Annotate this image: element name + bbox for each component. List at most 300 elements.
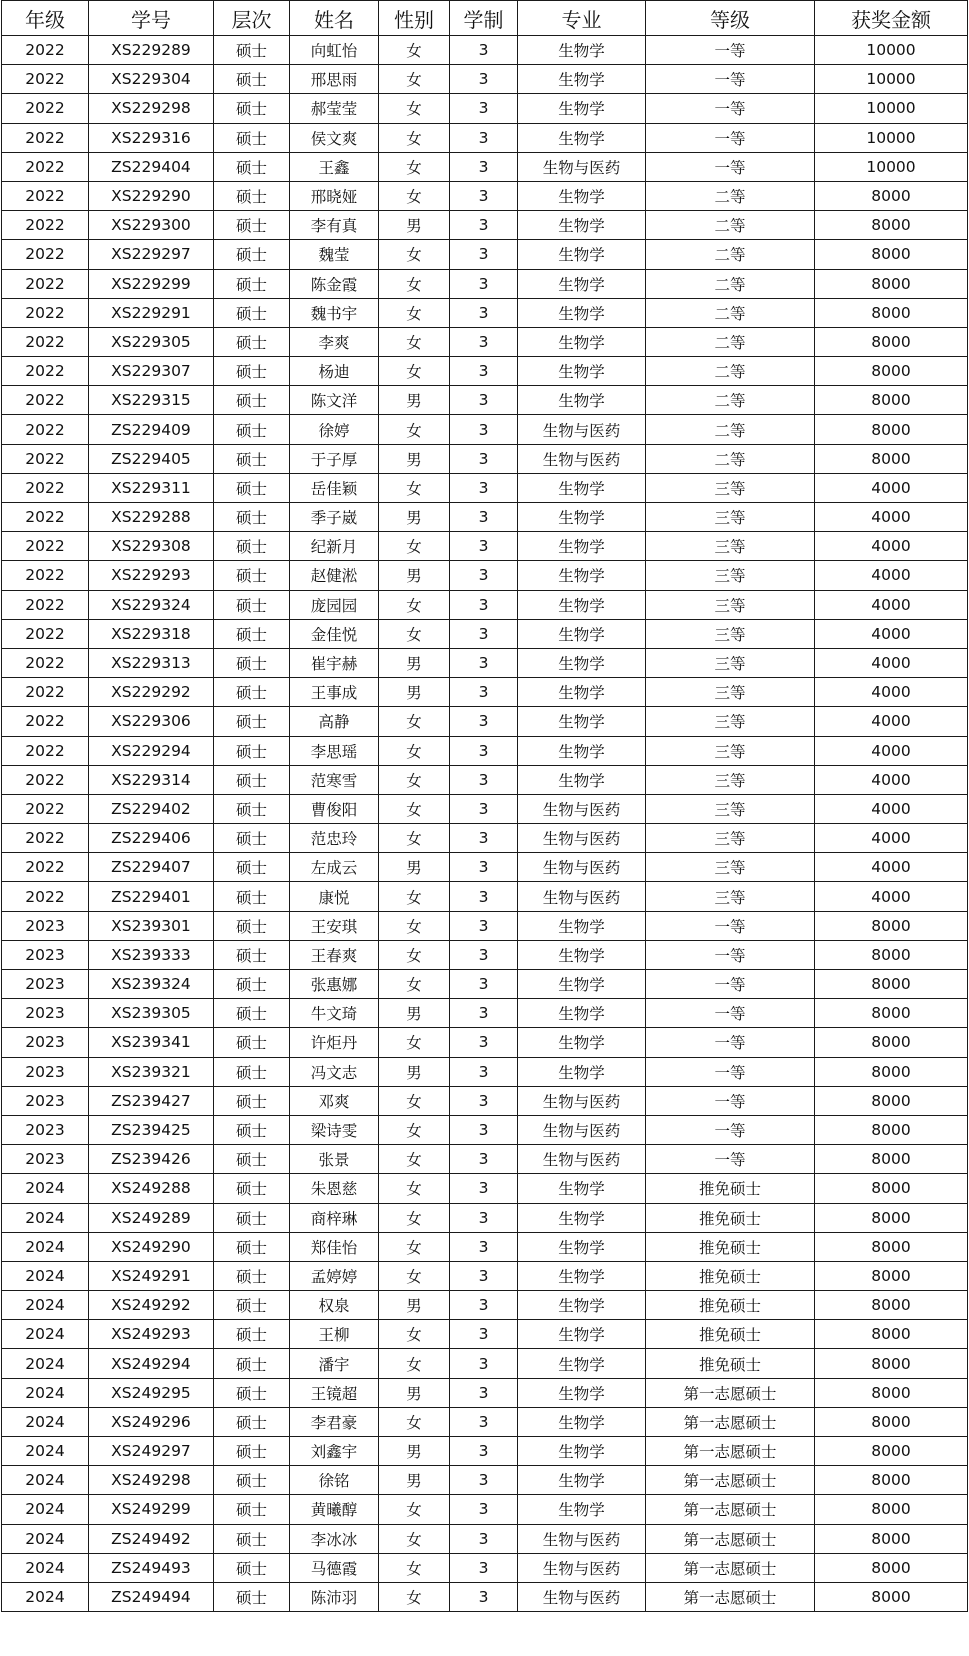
cell-award-amount: 8000 [815,1437,968,1466]
cell-major: 生物学 [518,36,646,65]
cell-name: 梁诗雯 [290,1115,379,1144]
cell-gender: 女 [379,1582,450,1611]
cell-award-level: 推免硕士 [646,1203,815,1232]
cell-name: 陈沛羽 [290,1582,379,1611]
cell-student-id: ZS249493 [89,1553,214,1582]
cell-student-id: XS249294 [89,1349,214,1378]
cell-award-amount: 8000 [815,1291,968,1320]
cell-level: 硕士 [214,590,290,619]
cell-level: 硕士 [214,181,290,210]
table-row [2,503,968,532]
cell-duration: 3 [450,882,518,911]
cell-award-amount: 8000 [815,911,968,940]
table-row [2,1437,968,1466]
table-row [2,123,968,152]
cell-award-level: 三等 [646,473,815,502]
cell-award-level: 推免硕士 [646,1291,815,1320]
cell-major: 生物学 [518,1028,646,1057]
cell-award-amount: 8000 [815,181,968,210]
table-row [2,444,968,473]
cell-grade: 2023 [2,999,89,1028]
cell-award-level: 三等 [646,882,815,911]
table-row [2,1028,968,1057]
cell-major: 生物学 [518,1378,646,1407]
cell-award-amount: 10000 [815,123,968,152]
cell-award-amount: 8000 [815,444,968,473]
cell-gender: 女 [379,36,450,65]
cell-name: 王事成 [290,678,379,707]
cell-name: 郝莹莹 [290,94,379,123]
cell-name: 牛文琦 [290,999,379,1028]
cell-name: 潘宇 [290,1349,379,1378]
cell-grade: 2024 [2,1378,89,1407]
table-row [2,736,968,765]
table-row [2,1349,968,1378]
cell-level: 硕士 [214,240,290,269]
cell-grade: 2022 [2,298,89,327]
cell-award-amount: 4000 [815,503,968,532]
cell-gender: 男 [379,1378,450,1407]
cell-major: 生物学 [518,1495,646,1524]
cell-award-level: 第一志愿硕士 [646,1582,815,1611]
cell-duration: 3 [450,1320,518,1349]
cell-name: 孟婷婷 [290,1261,379,1290]
cell-student-id: XS229290 [89,181,214,210]
cell-award-level: 第一志愿硕士 [646,1553,815,1582]
cell-major: 生物学 [518,473,646,502]
table-row [2,415,968,444]
cell-award-amount: 8000 [815,1203,968,1232]
cell-level: 硕士 [214,561,290,590]
cell-level: 硕士 [214,911,290,940]
cell-award-level: 二等 [646,357,815,386]
cell-award-level: 二等 [646,240,815,269]
cell-award-level: 三等 [646,707,815,736]
header-grade: 年级 [2,1,89,36]
cell-grade: 2022 [2,853,89,882]
cell-grade: 2022 [2,357,89,386]
cell-award-level: 三等 [646,590,815,619]
table-row [2,765,968,794]
cell-gender: 男 [379,211,450,240]
table-row [2,1174,968,1203]
cell-grade: 2024 [2,1407,89,1436]
cell-name: 侯文爽 [290,123,379,152]
cell-student-id: XS229307 [89,357,214,386]
cell-award-amount: 4000 [815,473,968,502]
table-row [2,1145,968,1174]
cell-award-level: 三等 [646,561,815,590]
cell-award-amount: 8000 [815,940,968,969]
cell-level: 硕士 [214,152,290,181]
cell-level: 硕士 [214,532,290,561]
cell-grade: 2022 [2,181,89,210]
cell-duration: 3 [450,240,518,269]
cell-gender: 女 [379,1553,450,1582]
cell-award-level: 一等 [646,911,815,940]
cell-level: 硕士 [214,211,290,240]
table-row [2,1261,968,1290]
cell-grade: 2022 [2,619,89,648]
cell-name: 魏莹 [290,240,379,269]
cell-major: 生物与医药 [518,1086,646,1115]
table-row [2,1553,968,1582]
cell-name: 王春爽 [290,940,379,969]
cell-duration: 3 [450,1028,518,1057]
cell-gender: 女 [379,473,450,502]
cell-award-level: 第一志愿硕士 [646,1378,815,1407]
cell-student-id: XS229315 [89,386,214,415]
cell-grade: 2024 [2,1582,89,1611]
cell-student-id: ZS229409 [89,415,214,444]
cell-award-level: 第一志愿硕士 [646,1524,815,1553]
cell-student-id: XS249295 [89,1378,214,1407]
cell-student-id: XS249288 [89,1174,214,1203]
cell-gender: 男 [379,444,450,473]
cell-grade: 2024 [2,1349,89,1378]
cell-level: 硕士 [214,1495,290,1524]
cell-gender: 女 [379,415,450,444]
cell-student-id: XS229292 [89,678,214,707]
cell-award-amount: 4000 [815,765,968,794]
table-row [2,269,968,298]
cell-student-id: ZS229406 [89,824,214,853]
cell-award-level: 一等 [646,1057,815,1086]
cell-name: 李有真 [290,211,379,240]
table-row [2,152,968,181]
cell-award-level: 三等 [646,503,815,532]
cell-duration: 3 [450,1378,518,1407]
table-row [2,211,968,240]
cell-award-amount: 10000 [815,65,968,94]
cell-student-id: XS229318 [89,619,214,648]
cell-award-amount: 8000 [815,999,968,1028]
cell-name: 庞园园 [290,590,379,619]
cell-duration: 3 [450,1261,518,1290]
cell-duration: 3 [450,1407,518,1436]
cell-gender: 女 [379,707,450,736]
cell-grade: 2023 [2,911,89,940]
table-row [2,357,968,386]
cell-level: 硕士 [214,1057,290,1086]
cell-award-amount: 4000 [815,678,968,707]
cell-award-level: 第一志愿硕士 [646,1466,815,1495]
cell-duration: 3 [450,619,518,648]
cell-student-id: ZS229404 [89,152,214,181]
cell-gender: 女 [379,1495,450,1524]
cell-grade: 2023 [2,970,89,999]
cell-grade: 2024 [2,1291,89,1320]
cell-duration: 3 [450,1232,518,1261]
cell-gender: 女 [379,1203,450,1232]
table-row [2,532,968,561]
cell-gender: 女 [379,824,450,853]
header-duration: 学制 [450,1,518,36]
table-row [2,1115,968,1144]
cell-award-level: 一等 [646,1086,815,1115]
cell-award-amount: 8000 [815,1261,968,1290]
cell-student-id: XS229308 [89,532,214,561]
cell-award-amount: 8000 [815,1553,968,1582]
cell-name: 魏书宇 [290,298,379,327]
cell-grade: 2022 [2,473,89,502]
cell-name: 王安琪 [290,911,379,940]
cell-gender: 男 [379,561,450,590]
cell-award-level: 一等 [646,123,815,152]
cell-student-id: XS229314 [89,765,214,794]
cell-duration: 3 [450,970,518,999]
table-row [2,678,968,707]
cell-major: 生物与医药 [518,415,646,444]
cell-major: 生物学 [518,357,646,386]
cell-award-amount: 8000 [815,970,968,999]
cell-grade: 2022 [2,94,89,123]
cell-level: 硕士 [214,65,290,94]
cell-gender: 男 [379,1057,450,1086]
cell-award-amount: 4000 [815,824,968,853]
cell-award-amount: 8000 [815,1320,968,1349]
table-row [2,1407,968,1436]
cell-name: 邓爽 [290,1086,379,1115]
cell-student-id: XS229311 [89,473,214,502]
cell-name: 邢晓娅 [290,181,379,210]
cell-gender: 女 [379,1232,450,1261]
cell-gender: 女 [379,152,450,181]
cell-student-id: ZS229402 [89,794,214,823]
cell-student-id: XS229324 [89,590,214,619]
cell-major: 生物与医药 [518,1553,646,1582]
cell-student-id: ZS249494 [89,1582,214,1611]
cell-major: 生物学 [518,211,646,240]
cell-name: 李思瑶 [290,736,379,765]
cell-name: 王镜超 [290,1378,379,1407]
cell-award-level: 三等 [646,765,815,794]
cell-duration: 3 [450,123,518,152]
scholarship-table [1,0,968,1612]
cell-gender: 女 [379,911,450,940]
cell-grade: 2024 [2,1320,89,1349]
cell-duration: 3 [450,269,518,298]
cell-grade: 2023 [2,940,89,969]
cell-award-amount: 8000 [815,1378,968,1407]
cell-duration: 3 [450,1115,518,1144]
cell-grade: 2022 [2,532,89,561]
cell-award-amount: 8000 [815,211,968,240]
cell-grade: 2022 [2,794,89,823]
cell-level: 硕士 [214,1261,290,1290]
cell-duration: 3 [450,1466,518,1495]
cell-award-level: 一等 [646,65,815,94]
cell-duration: 3 [450,532,518,561]
cell-gender: 男 [379,503,450,532]
cell-student-id: XS239324 [89,970,214,999]
cell-award-amount: 10000 [815,36,968,65]
cell-level: 硕士 [214,1291,290,1320]
cell-award-amount: 4000 [815,882,968,911]
cell-student-id: XS239333 [89,940,214,969]
table-row [2,1057,968,1086]
cell-level: 硕士 [214,794,290,823]
cell-level: 硕士 [214,1145,290,1174]
header-level: 层次 [214,1,290,36]
cell-name: 李爽 [290,327,379,356]
table-row [2,181,968,210]
cell-award-amount: 8000 [815,1524,968,1553]
cell-award-amount: 8000 [815,1582,968,1611]
cell-award-level: 推免硕士 [646,1232,815,1261]
cell-major: 生物学 [518,970,646,999]
cell-student-id: XS229299 [89,269,214,298]
cell-award-amount: 4000 [815,853,968,882]
cell-award-level: 第一志愿硕士 [646,1407,815,1436]
cell-student-id: XS229304 [89,65,214,94]
cell-level: 硕士 [214,94,290,123]
cell-student-id: XS229293 [89,561,214,590]
table-row [2,1378,968,1407]
cell-name: 范寒雪 [290,765,379,794]
cell-award-amount: 4000 [815,736,968,765]
cell-major: 生物与医药 [518,1524,646,1553]
cell-gender: 女 [379,940,450,969]
cell-grade: 2022 [2,561,89,590]
cell-gender: 男 [379,1437,450,1466]
cell-gender: 女 [379,240,450,269]
cell-major: 生物学 [518,561,646,590]
cell-duration: 3 [450,473,518,502]
cell-award-level: 三等 [646,619,815,648]
cell-level: 硕士 [214,678,290,707]
cell-duration: 3 [450,707,518,736]
cell-student-id: XS229300 [89,211,214,240]
cell-grade: 2024 [2,1553,89,1582]
cell-gender: 女 [379,619,450,648]
cell-student-id: XS249299 [89,1495,214,1524]
cell-grade: 2024 [2,1524,89,1553]
cell-duration: 3 [450,94,518,123]
cell-duration: 3 [450,999,518,1028]
cell-name: 黄曦醇 [290,1495,379,1524]
cell-name: 季子崴 [290,503,379,532]
cell-gender: 女 [379,590,450,619]
cell-gender: 女 [379,123,450,152]
cell-level: 硕士 [214,473,290,502]
cell-level: 硕士 [214,736,290,765]
cell-major: 生物与医药 [518,794,646,823]
cell-award-amount: 8000 [815,1466,968,1495]
cell-gender: 女 [379,970,450,999]
cell-duration: 3 [450,65,518,94]
cell-major: 生物学 [518,765,646,794]
cell-gender: 女 [379,327,450,356]
cell-duration: 3 [450,1057,518,1086]
cell-grade: 2022 [2,503,89,532]
cell-level: 硕士 [214,1320,290,1349]
cell-major: 生物与医药 [518,1582,646,1611]
cell-student-id: XS249289 [89,1203,214,1232]
cell-award-level: 三等 [646,532,815,561]
cell-grade: 2023 [2,1028,89,1057]
table-row [2,1495,968,1524]
cell-name: 刘鑫宇 [290,1437,379,1466]
table-row [2,619,968,648]
cell-name: 岳佳颖 [290,473,379,502]
table-row [2,590,968,619]
cell-duration: 3 [450,152,518,181]
cell-student-id: XS249293 [89,1320,214,1349]
cell-name: 赵健淞 [290,561,379,590]
cell-award-amount: 8000 [815,1407,968,1436]
cell-name: 向虹怡 [290,36,379,65]
table-row [2,853,968,882]
cell-name: 金佳悦 [290,619,379,648]
cell-duration: 3 [450,327,518,356]
cell-grade: 2022 [2,386,89,415]
table-row [2,1291,968,1320]
cell-major: 生物学 [518,532,646,561]
cell-major: 生物学 [518,1407,646,1436]
cell-award-level: 三等 [646,736,815,765]
cell-name: 郑佳怡 [290,1232,379,1261]
table-row [2,298,968,327]
table-row [2,1466,968,1495]
cell-grade: 2022 [2,36,89,65]
cell-grade: 2024 [2,1495,89,1524]
cell-grade: 2023 [2,1086,89,1115]
cell-grade: 2022 [2,765,89,794]
cell-name: 杨迪 [290,357,379,386]
cell-award-amount: 8000 [815,1086,968,1115]
cell-major: 生物学 [518,386,646,415]
cell-level: 硕士 [214,36,290,65]
cell-student-id: XS229298 [89,94,214,123]
cell-student-id: XS229313 [89,648,214,677]
cell-duration: 3 [450,298,518,327]
header-gender: 性别 [379,1,450,36]
cell-grade: 2024 [2,1261,89,1290]
cell-name: 冯文志 [290,1057,379,1086]
header-name: 姓名 [290,1,379,36]
cell-gender: 男 [379,1291,450,1320]
cell-award-amount: 4000 [815,590,968,619]
cell-major: 生物学 [518,911,646,940]
cell-name: 张惠娜 [290,970,379,999]
cell-level: 硕士 [214,1466,290,1495]
cell-student-id: ZS229407 [89,853,214,882]
cell-award-level: 三等 [646,824,815,853]
cell-gender: 女 [379,1261,450,1290]
cell-name: 陈文洋 [290,386,379,415]
cell-award-level: 二等 [646,269,815,298]
table-row [2,1086,968,1115]
cell-level: 硕士 [214,123,290,152]
cell-gender: 女 [379,1407,450,1436]
cell-award-level: 一等 [646,152,815,181]
cell-gender: 女 [379,765,450,794]
cell-award-level: 一等 [646,999,815,1028]
cell-duration: 3 [450,503,518,532]
cell-grade: 2022 [2,123,89,152]
cell-duration: 3 [450,1145,518,1174]
cell-gender: 男 [379,1466,450,1495]
cell-award-level: 二等 [646,298,815,327]
cell-name: 康悦 [290,882,379,911]
header-award-amount: 获奖金额 [815,1,968,36]
table-row [2,65,968,94]
cell-major: 生物与医药 [518,824,646,853]
cell-name: 朱恩慈 [290,1174,379,1203]
table-row [2,882,968,911]
cell-award-level: 三等 [646,648,815,677]
